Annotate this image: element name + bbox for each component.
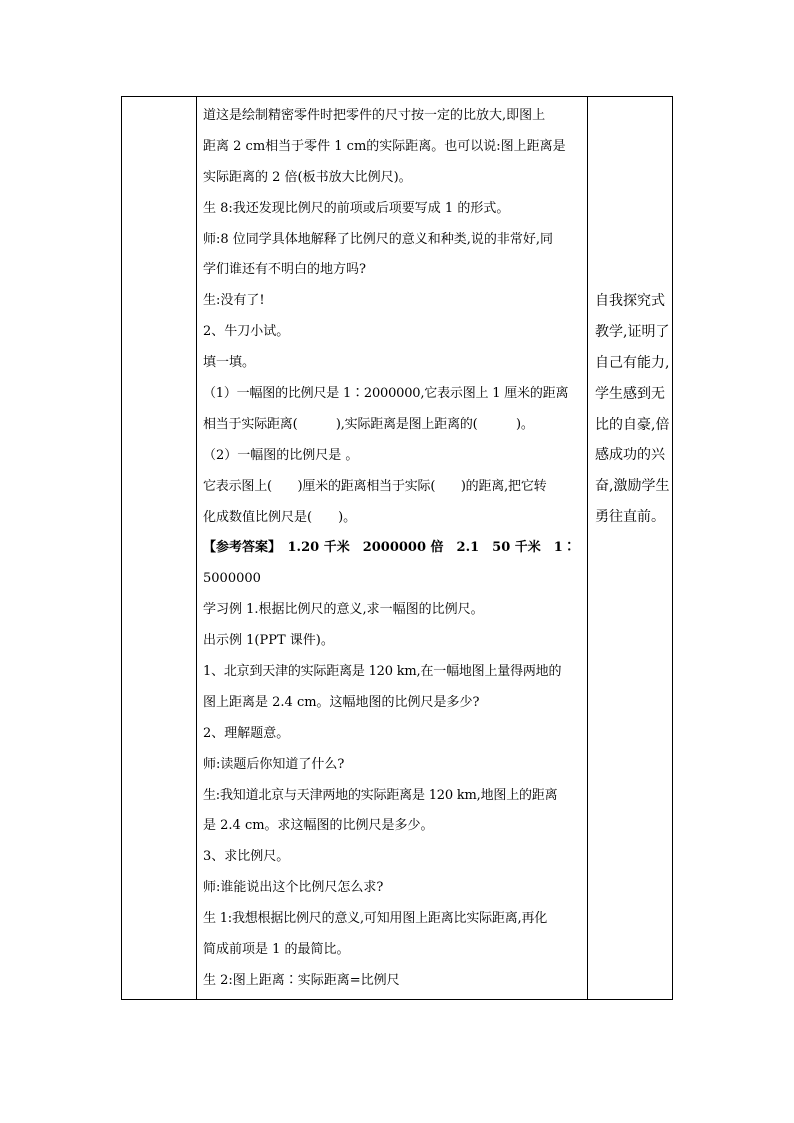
note-line: 感成功的兴 bbox=[595, 447, 665, 464]
text-line: 生:没有了! bbox=[203, 293, 265, 309]
text-line: 生 8:我还发现比例尺的前项或后项要写成 1 的形式。 bbox=[203, 200, 510, 216]
text-line: 化成数值比例尺是( )。 bbox=[203, 509, 357, 525]
text-line: 是 2.4 cm。求这幅图的比例尺是多少。 bbox=[203, 818, 434, 834]
note-line: 比的自豪,倍 bbox=[595, 416, 670, 433]
text-line: （2）一幅图的比例尺是 。 bbox=[203, 447, 359, 463]
note-line: 奋,激励学生 bbox=[595, 478, 670, 495]
text-line: 学们谁还有不明白的地方吗? bbox=[203, 262, 366, 278]
text-line: 生:我知道北京与天津两地的实际距离是 120 km,地图上的距离 bbox=[203, 787, 558, 803]
text-line: 距离 2 cm相当于零件 1 cm的实际距离。也可以说:图上距离是 bbox=[203, 138, 566, 154]
lesson-plan-table bbox=[121, 96, 673, 1000]
text-line: 2、牛刀小试。 bbox=[203, 324, 290, 340]
text-line: 生 2:图上距离∶实际距离=比例尺 bbox=[203, 972, 400, 988]
teaching-process-column bbox=[197, 97, 588, 999]
text-line: 学习例 1.根据比例尺的意义,求一幅图的比例尺。 bbox=[203, 602, 484, 618]
text-line: 实际距离的 2 倍(板书放大比例尺)。 bbox=[203, 169, 412, 185]
text-line: 图上距离是 2.4 cm。这幅地图的比例尺是多少? bbox=[203, 694, 480, 710]
text-line: 它表示图上( )厘米的距离相当于实际( )的距离,把它转 bbox=[203, 478, 547, 494]
text-line: 简成前项是 1 的最简比。 bbox=[203, 942, 350, 958]
text-line: 生 1:我想根据比例尺的意义,可知用图上距离比实际距离,再化 bbox=[203, 911, 548, 927]
text-line: 1、北京到天津的实际距离是 120 km,在一幅地图上量得两地的 bbox=[203, 664, 562, 680]
text-line: 出示例 1(PPT 课件)。 bbox=[203, 633, 334, 649]
stage-column bbox=[122, 97, 197, 999]
text-line: 填一填。 bbox=[203, 355, 256, 371]
note-line: 自我探究式 bbox=[595, 293, 665, 309]
note-line: 教学,证明了 bbox=[595, 323, 670, 340]
note-line: 自己有能力, bbox=[595, 354, 670, 371]
text-line: 5000000 bbox=[203, 571, 261, 587]
design-intent-column bbox=[588, 97, 672, 999]
text-line: 2、理解题意。 bbox=[203, 725, 290, 741]
teaching-process-text bbox=[203, 101, 583, 997]
text-line: （1）一幅图的比例尺是 1∶2000000,它表示图上 1 厘米的距离 bbox=[203, 386, 569, 402]
design-intent-text bbox=[595, 286, 670, 533]
text-line: 师:谁能说出这个比例尺怎么求? bbox=[203, 880, 384, 896]
text-line: 相当于实际距离( ),实际距离是图上距离的( )。 bbox=[203, 416, 534, 432]
note-line: 学生感到无 bbox=[595, 385, 665, 402]
note-line: 勇往直前。 bbox=[595, 509, 665, 526]
answer-key-line: 【参考答案】 1.20 千米 2000000 倍 2.1 50 千米 1∶ bbox=[203, 540, 576, 556]
text-line: 3、求比例尺。 bbox=[203, 849, 290, 865]
text-line: 师:8 位同学具体地解释了比例尺的意义和种类,说的非常好,同 bbox=[203, 231, 554, 247]
text-line: 道这是绘制精密零件时把零件的尺寸按一定的比放大,即图上 bbox=[203, 108, 546, 123]
text-line: 师:读题后你知道了什么? bbox=[203, 756, 345, 772]
